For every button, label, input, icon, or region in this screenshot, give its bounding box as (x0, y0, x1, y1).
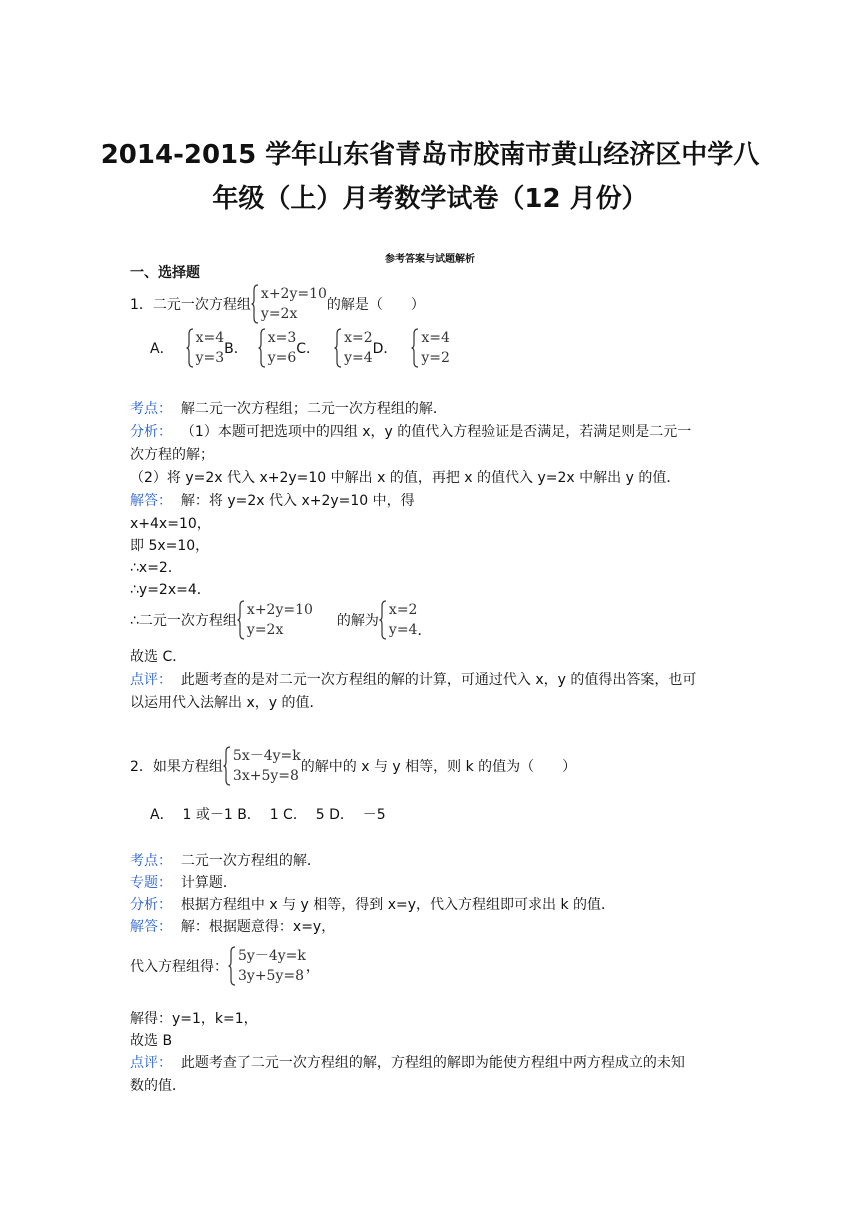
option-c-eq-2: y=4 (344, 350, 373, 366)
q2-zhuanti-text: 计算题． (180, 875, 237, 891)
brace-icon (237, 600, 245, 640)
q1-stem-prefix: 1．二元一次方程组 (130, 297, 251, 313)
q1-conclusion (130, 600, 431, 640)
q1-answer-eq-1: x=2 (388, 602, 418, 618)
q2-jieda-label: 解答： (130, 919, 172, 935)
q1-conclusion-end: ． (417, 623, 432, 639)
q2-fenxi-label: 分析： (130, 897, 172, 913)
q1-kaodian-label: 考点： (130, 401, 172, 417)
option-b-label: B． (224, 341, 248, 357)
q2-sub-system (228, 946, 306, 986)
q2-zhuanti (130, 874, 237, 892)
q2-sub-prefix: 代入方程组得： (130, 959, 228, 975)
q1-fenxi-text-3: （2）将 y=2x 代入 x+2y=10 中解出 x 的值，再把 x 的值代入 y=2x 中解出 y 的值． (130, 470, 681, 486)
brace-icon (411, 328, 419, 368)
brace-icon (228, 946, 236, 986)
q2-dianping-text-1: 此题考查了二元一次方程组的解，方程组的解即为能使方程组中两方程成立的未知 (180, 1055, 685, 1071)
q1-step-1: x+4x=10， (130, 516, 211, 532)
option-a-label: A． (150, 341, 174, 357)
q1-kaodian-text: 解二元一次方程组；二元一次方程组的解． (180, 401, 447, 417)
brace-icon (258, 328, 266, 368)
option-d-eq-1: x=4 (421, 330, 450, 346)
q2-stem (130, 746, 576, 786)
option-a-system (186, 328, 225, 368)
q2-substitution (130, 946, 320, 986)
q2-fenxi (130, 896, 615, 914)
option-c-label: C． (296, 341, 321, 357)
q1-conclusion-system (237, 600, 313, 640)
q1-dianping-text-2: 以运用代入法解出 x，y 的值． (130, 695, 324, 711)
option-c-eq-1: x=2 (344, 330, 373, 346)
q1-choose: 故选 C． (130, 649, 187, 665)
q1-stem (130, 284, 425, 324)
q2-dianping-text-2: 数的值． (130, 1078, 186, 1094)
q2-kaodian (130, 852, 321, 870)
section-heading: 一、选择题 (130, 265, 200, 281)
option-b-eq-1: x=3 (267, 330, 297, 346)
option-a-eq-1: x=4 (195, 330, 225, 346)
q1-dianping (130, 671, 696, 689)
q2-dianping-label: 点评： (130, 1055, 172, 1071)
q1-kaodian (130, 400, 447, 418)
q1-jieda-label: 解答： (130, 493, 172, 509)
option-c-system (334, 328, 373, 368)
q2-eq-2: 3x+5y=8 (232, 768, 299, 784)
q1-eq-1: x+2y=10 (260, 286, 327, 302)
option-b-eq-2: y=6 (267, 350, 297, 366)
q2-kaodian-text: 二元一次方程组的解． (180, 853, 321, 869)
q1-stem-suffix: 的解是（ ） (326, 297, 425, 313)
q1-step-4: ∴y=2x=4． (130, 582, 211, 598)
q1-jieda-text: 解：将 y=2x 代入 x+2y=10 中，得 (180, 493, 415, 509)
q2-jieda-text: 解：根据题意得：x=y， (180, 919, 336, 935)
q1-answer-system (379, 600, 418, 640)
option-d-label: D． (372, 341, 398, 357)
q2-eq-1: 5x－4y=k (232, 748, 301, 764)
q1-options (150, 328, 450, 368)
q2-system (223, 746, 301, 786)
q1-conclusion-eq-2: y=2x (246, 622, 284, 638)
page-title-line-2: 年级（上）月考数学试卷（12 月份） (212, 184, 648, 214)
q2-result: 解得：y=1，k=1， (130, 1011, 258, 1027)
q2-options: A． 1 或－1 B． 1 C． 5 D． －5 (150, 807, 386, 823)
page-subtitle: 参考答案与试题解析 (385, 254, 475, 265)
q1-conclusion-mid: 的解为 (336, 613, 379, 629)
brace-icon (379, 600, 387, 640)
page-title-line-1: 2014-2015 学年山东省青岛市胶南市黄山经济区中学八 (100, 140, 760, 170)
brace-icon (251, 284, 259, 324)
q1-conclusion-eq-1: x+2y=10 (246, 602, 313, 618)
q1-system (251, 284, 327, 324)
q2-sub-suffix: ， (305, 959, 320, 975)
q2-sub-eq-2: 3y+5y=8 (238, 968, 305, 984)
q1-fenxi-label: 分析： (130, 424, 172, 440)
brace-icon (223, 746, 231, 786)
q1-jieda (130, 492, 415, 510)
brace-icon (334, 328, 342, 368)
q2-dianping (130, 1054, 685, 1072)
q1-step-3: ∴x=2． (130, 560, 182, 576)
q1-answer-eq-2: y=4 (388, 622, 418, 638)
q2-stem-suffix: 的解中的 x 与 y 相等，则 k 的值为（ ） (300, 759, 577, 775)
brace-icon (186, 328, 194, 368)
q2-stem-prefix: 2．如果方程组 (130, 759, 223, 775)
q1-conclusion-prefix: ∴二元一次方程组 (130, 613, 237, 629)
q1-eq-2: y=2x (260, 306, 298, 322)
q1-dianping-label: 点评： (130, 672, 172, 688)
option-a-eq-2: y=3 (195, 350, 225, 366)
q2-sub-eq-1: 5y－4y=k (238, 948, 306, 964)
q1-dianping-text-1: 此题考查的是对二元一次方程组的解的计算，可通过代入 x，y 的值得出答案，也可 (180, 672, 697, 688)
q2-choose: 故选 B (130, 1033, 173, 1049)
q1-fenxi-text-2: 次方程的解； (130, 447, 214, 463)
q1-step-2: 即 5x=10， (130, 538, 210, 554)
q2-zhuanti-label: 专题： (130, 875, 172, 891)
option-b-system (258, 328, 297, 368)
q2-jieda (130, 918, 335, 936)
q2-kaodian-label: 考点： (130, 853, 172, 869)
option-d-system (411, 328, 450, 368)
option-d-eq-2: y=2 (421, 350, 450, 366)
q1-fenxi-text-1: （1）本题可把选项中的四组 x，y 的值代入方程验证是否满足，若满足则是二元一 (180, 424, 692, 440)
q2-fenxi-text: 根据方程组中 x 与 y 相等，得到 x=y，代入方程组即可求出 k 的值． (180, 897, 616, 913)
q1-fenxi (130, 423, 691, 441)
